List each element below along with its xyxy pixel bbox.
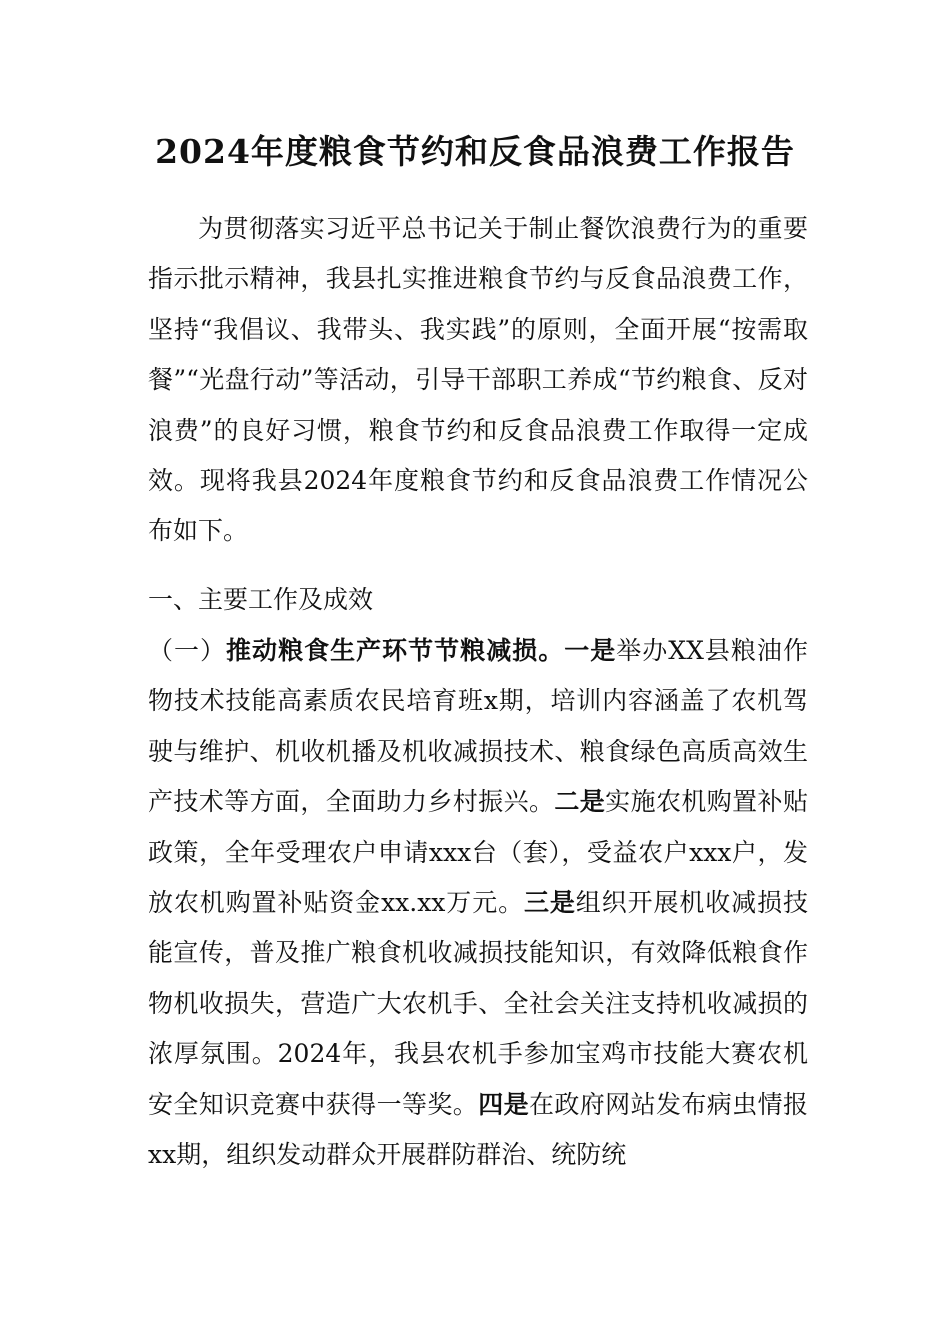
point-marker-3: 三是 [524,888,576,918]
document-title: 2024年度粮食节约和反食品浪费工作报告 [155,132,795,171]
point-text-4: 在政府网站发布病虫情报xx期，组织发动群众开展群防群治、统防统 [148,1089,808,1170]
intro-paragraph: 为贯彻落实习近平总书记关于制止餐饮浪费行为的重要指示批示精神，我县扎实推进粮食节约与反食品浪费工作，坚持“我倡议、我带头、我实践”的原则，全面开展“按需取餐”“光盘行动”等活动，引导干部职工养成“节约粮食、反对浪费”的良好习惯，粮食节约和反食品浪费工作取得一定成效。现将我县2024年度粮食节约和反食品浪费工作情况公布如下。 [148,214,808,546]
point-marker-2: 二是 [554,787,606,817]
subsection-heading: 推动粮食生产环节节粮减损。 [226,636,565,665]
subsection-prefix: （一） [148,636,227,665]
point-marker-4: 四是 [478,1089,529,1119]
section-heading: 一、主要工作及成效 [148,585,374,614]
point-text-1: 举办XX县粮油作物技术技能高素质农民培育班x期，培训内容涵盖了农机驾驶与维护、机收机播及机收减损技术、粮食绿色高质高效生产技术等方面，全面助力乡村振兴。 [148,636,808,817]
point-text-3: 组织开展机收减损技能宣传，普及推广粮食机收减损技能知识，有效降低粮食作物机收损失，营造广大农机手、全社会关注支持机收减损的浓厚氛围。2024年，我县农机手参加宝鸡市技能大赛农机安全知识竞赛中获得一等奖。 [148,888,808,1119]
point-marker-1: 一是 [564,636,617,665]
point-text-2: 实施农机购置补贴政策，全年受理农户申请xxx台（套），受益农户xxx户，发放农机购置补贴资金xx.xx万元。 [148,787,808,918]
subsection-paragraph [148,626,808,1180]
